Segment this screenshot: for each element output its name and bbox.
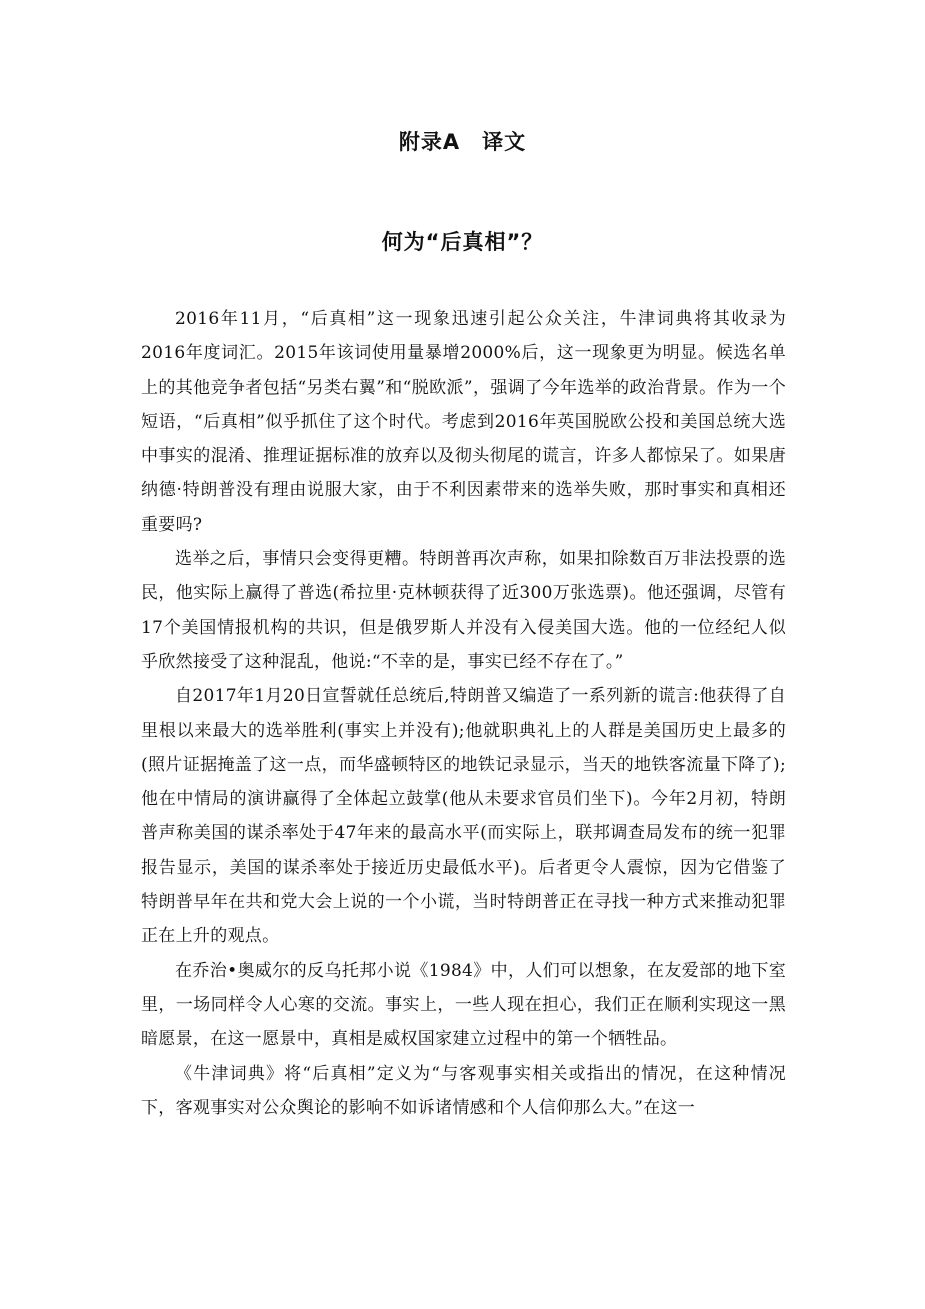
paragraph: 2016年11月，“后真相”这一现象迅速引起公众关注，牛津词典将其收录为2016年度词汇。2015年该词使用量暴增2000%后，这一现象更为明显。候选名单上的其他竞争者包括“另类右翼”和“脱欧派”，强调了今年选举的政治背景。作为一个短语，“后真相”似乎抓住了这个时代。考虑到2016年英国脱欧公投和美国总统大选中事实的混淆、推理证据标准的放弃以及彻头彻尾的谎言，许多人都惊呆了。如果唐纳德·特朗普没有理由说服大家，由于不利因素带来的选举失败，那时事实和真相还重要吗?: [141, 309, 786, 535]
article-title: 何为“后真相”？: [381, 230, 544, 254]
appendix-label: 附录A: [398, 130, 461, 154]
paragraph: 自2017年1月20日宣誓就任总统后,特朗普又编造了一系列新的谎言:他获得了自里根以来最大的选举胜利(事实上并没有);他就职典礼上的人群是美国历史上最多的(照片证据掩盖了这一点，而华盛顿特区的地铁记录显示，当天的地铁客流量下降了);他在中情局的演讲赢得了全体起立鼓掌(他从未要求官员们坐下)。今年2月初，特朗普声称美国的谋杀率处于47年来的最高水平(而实际上，联邦调查局发布的统一犯罪报告显示，美国的谋杀率处于接近历史最低水平)。后者更令人震惊，因为它借鉴了特朗普早年在共和党大会上说的一个小谎，当时特朗普正在寻找一种方式来推动犯罪正在上升的观点。: [141, 686, 786, 947]
appendix-name: 译文: [482, 130, 527, 154]
article-body: [141, 302, 786, 1125]
paragraph: 在乔治•奥威尔的反乌托邦小说《1984》中，人们可以想象，在友爱部的地下室里，一场同样令人心寒的交流。事实上，一些人现在担心，我们正在顺利实现这一黑暗愿景，在这一愿景中，真相是威权国家建立过程中的第一个牺牲品。: [141, 960, 786, 1050]
appendix-heading: [0, 126, 925, 156]
paragraph: 选举之后，事情只会变得更糟。特朗普再次声称，如果扣除数百万非法投票的选民，他实际上赢得了普选(希拉里·克林顿获得了近300万张选票)。他还强调，尽管有17个美国情报机构的共识，但是俄罗斯人并没有入侵美国大选。他的一位经纪人似乎欣然接受了这种混乱，他说:“不幸的是，事实已经不存在了。”: [141, 549, 786, 672]
paragraph: 《牛津词典》将“后真相”定义为“与客观事实相关或指出的情况，在这种情况下，客观事实对公众舆论的影响不如诉诸情感和个人信仰那么大。”在这一: [141, 1063, 786, 1118]
